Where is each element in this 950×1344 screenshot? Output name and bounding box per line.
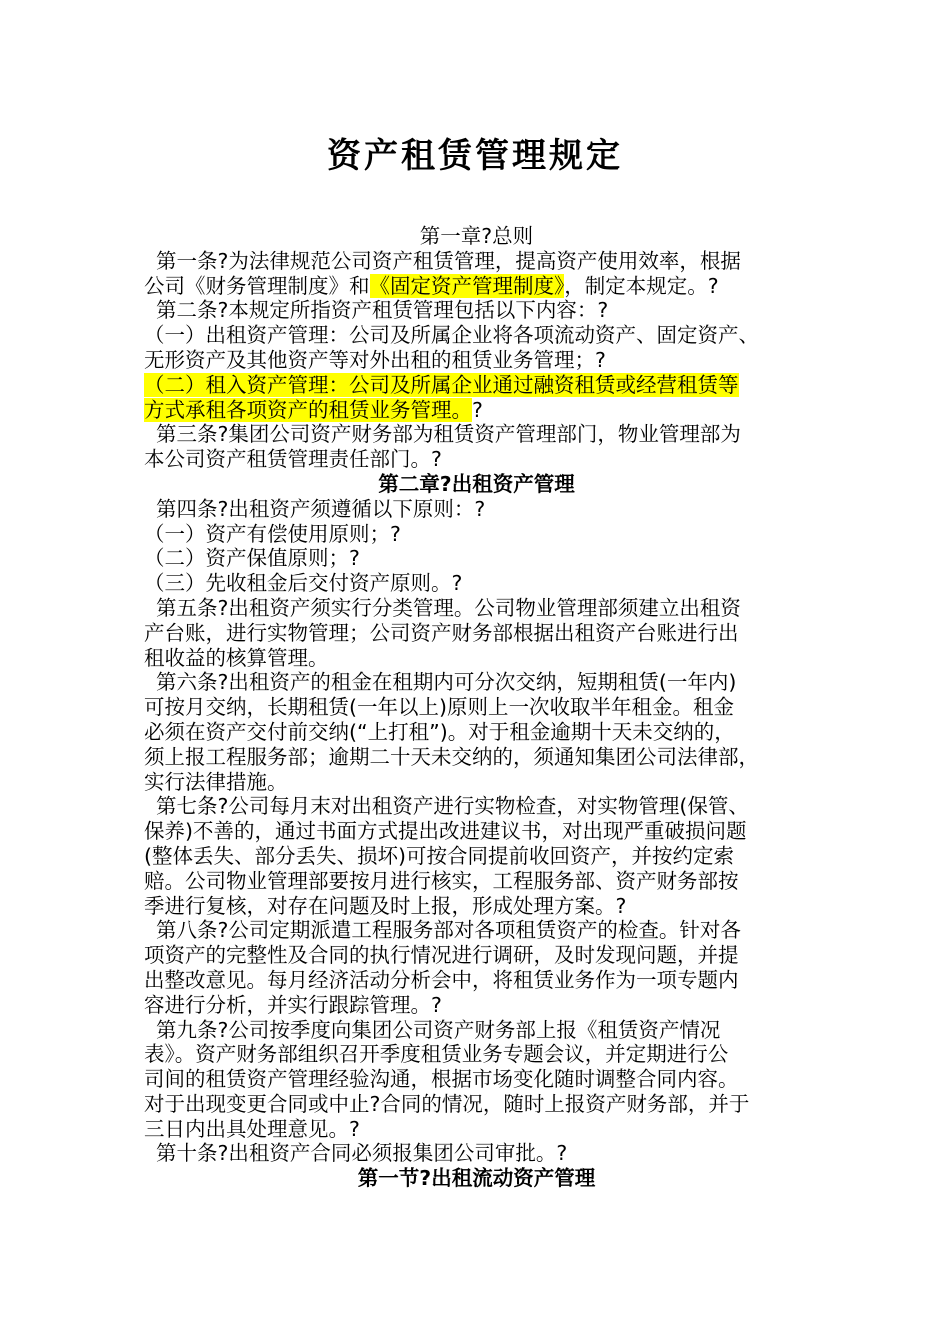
article-5-line-2: 产台账，进行实物管理；公司资产财务部根据出租资产台账进行出 [144,620,739,645]
article-9-line-3: 司间的租赁资产管理经验沟通，根据市场变化随时调整合同内容。 [144,1067,739,1092]
article-7-line-4: 赔。公司物业管理部要按月进行核实，工程服务部、资产财务部按 [144,868,739,893]
article-4-item-3: （三）先收租金后交付资产原则。? [144,571,463,596]
article-10: 第十条?出租资产合同必须报集团公司审批。? [156,1141,568,1166]
article-1-text-a: 公司《财务管理制度》和 [144,273,370,298]
article-8-line-3: 出整改意见。每月经济活动分析会中，将租赁业务作为一项专题内 [144,967,739,992]
article-7-line-3: (整体丢失、部分丢失、损坏)可按合同提前收回资产，并按约定索 [144,843,734,868]
article-6-line-3: 必须在资产交付前交纳(“上打租”)。对于租金逾期十天未交纳的， [144,719,735,744]
article-4: 第四条?出租资产须遵循以下原则：? [156,496,486,521]
document-title: 资产租赁管理规定 [327,136,623,176]
highlighted-regulation-name: 《固定资产管理制度》 [369,273,565,298]
article-7-line-2: 保养)不善的，通过书面方式提出改进建议书，对出现严重破损问题 [144,819,747,844]
article-1-text-b: ，制定本规定。? [564,273,719,298]
article-6-line-2: 可按月交纳，长期租赁(一年以上)原则上一次收取半年租金。租金 [144,695,734,720]
article-4-item-2: （二）资产保值原则；? [144,546,360,571]
article-6-line-1: 第六条?出租资产的租金在租期内可分次交纳，短期租赁(一年内) [156,670,737,695]
article-4-item-1: （一）资产有偿使用原则；? [144,521,401,546]
document-body [144,224,809,1191]
highlighted-item-2-line-1: （二）租入资产管理：公司及所属企业通过融资租赁或经营租赁等 [144,372,739,397]
article-6-line-4: 须上报工程服务部；逾期二十天未交纳的，须通知集团公司法律部， [144,744,759,769]
article-2-item-1-line-1: （一）出租资产管理：公司及所属企业将各项流动资产、固定资产、 [144,323,759,348]
article-2-item-2-line-1 [144,373,809,398]
article-5-line-1: 第五条?出租资产须实行分类管理。公司物业管理部须建立出租资 [156,595,741,620]
chapter-1-heading: 第一章?总则 [419,224,534,248]
article-3-line-2: 本公司资产租赁管理责任部门。? [144,447,442,472]
article-8-line-1: 第八条?公司定期派遣工程服务部对各项租赁资产的检查。针对各 [156,918,741,943]
article-2: 第二条?本规定所指资产租赁管理包括以下内容：? [156,298,609,323]
article-8-line-2: 项资产的完整性及合同的执行情况进行调研，及时发现问题，并提 [144,943,739,968]
article-9-line-1: 第九条?公司按季度向集团公司资产财务部上报《租赁资产情况 [156,1017,721,1042]
article-1-line-1: 第一条?为法律规范公司资产租赁管理，提高资产使用效率，根据 [156,248,741,273]
article-9-line-2: 表》。资产财务部组织召开季度租赁业务专题会议，并定期进行公 [144,1042,729,1067]
article-3-line-1: 第三条?集团公司资产财务部为租赁资产管理部门，物业管理部为 [156,422,741,447]
highlighted-item-2-line-2: 方式承租各项资产的租赁业务管理。 [144,397,472,422]
article-7-line-5: 季进行复核，对存在问题及时上报，形成处理方案。? [144,893,627,918]
section-1-heading: 第一节?出租流动资产管理 [357,1166,596,1191]
article-2-item-1-line-2: 无形资产及其他资产等对外出租的租赁业务管理；? [144,347,606,372]
article-2-item-2-line-2 [144,398,809,423]
article-8-line-4: 容进行分析，并实行跟踪管理。? [144,992,442,1017]
article-9-line-4: 对于出现变更合同或中止?合同的情况，随时上报资产财务部，并于 [144,1091,750,1116]
article-1-line-2 [144,274,809,299]
article-5-line-3: 租收益的核算管理。 [144,645,329,670]
article-2-item-2-tail: ? [472,397,483,422]
article-6-line-5: 实行法律措施。 [144,769,288,794]
chapter-2-heading: 第二章?出租资产管理 [378,471,575,496]
article-9-line-5: 三日内出具处理意见。? [144,1116,360,1141]
article-7-line-1: 第七条?公司每月末对出租资产进行实物检查，对实物管理(保管、 [156,794,749,819]
